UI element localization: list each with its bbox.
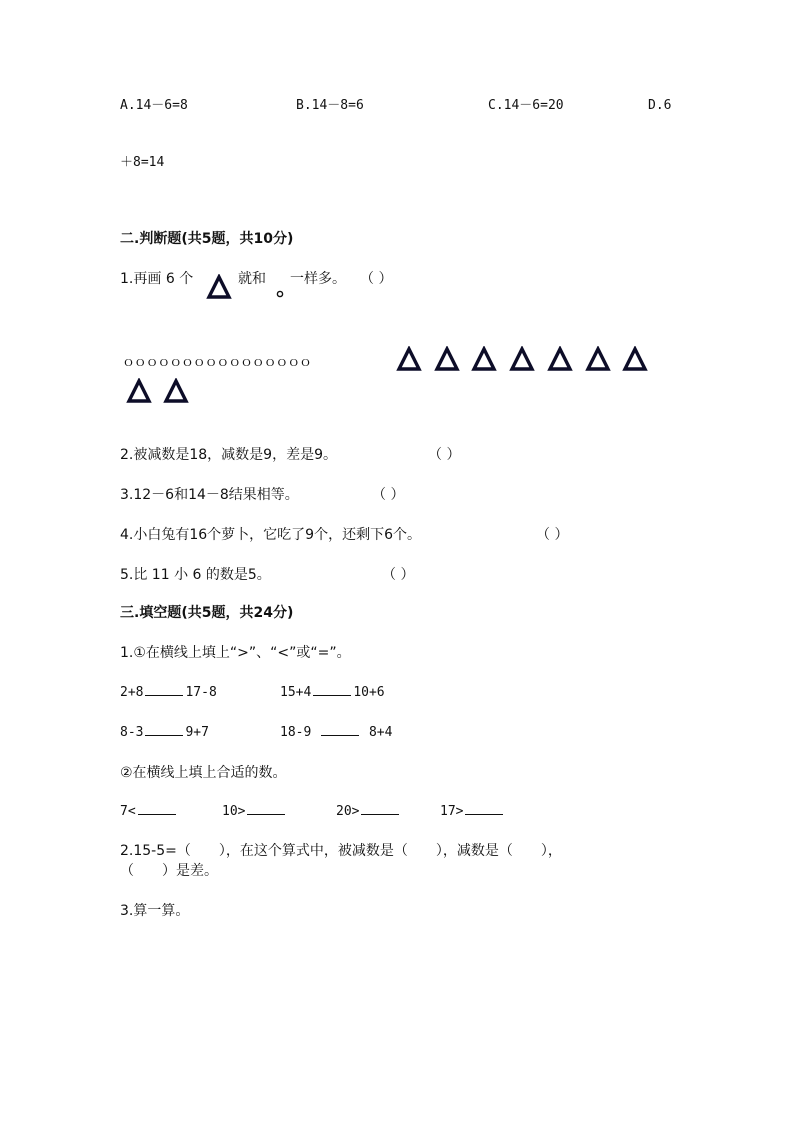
answer-blank[interactable] bbox=[145, 734, 183, 736]
judge-q1-count: 6 bbox=[165, 271, 175, 287]
judge-q1-measure: 个 bbox=[179, 271, 194, 287]
fill-item: 10> bbox=[222, 805, 287, 818]
triangle-icon bbox=[547, 346, 573, 372]
triangle-icon bbox=[163, 378, 189, 404]
judge-q2-text: 2.被减数是18，减数是9，差是9。 bbox=[120, 447, 337, 463]
triangle-icon bbox=[585, 346, 611, 372]
triangle-icon bbox=[471, 346, 497, 372]
answer-blank[interactable] bbox=[313, 694, 351, 696]
answer-blank[interactable] bbox=[321, 734, 359, 736]
triangle-icon bbox=[622, 346, 648, 372]
option-d-continuation: ＋8=14 bbox=[120, 155, 165, 170]
triangle-icon bbox=[434, 346, 460, 372]
judge-q1-paren: （ ） bbox=[360, 271, 393, 287]
section2-heading: 二.判断题(共5题，共10分) bbox=[120, 231, 294, 247]
fill-q2-line2: （ ）是差。 bbox=[120, 863, 218, 879]
compare-item: 18-9 8+4 bbox=[280, 725, 393, 740]
triangle-icon bbox=[396, 346, 422, 372]
judge-q4-text: 4.小白兔有16个萝卜，它吃了9个，还剩下6个。 bbox=[120, 527, 421, 543]
answer-blank[interactable] bbox=[465, 813, 503, 815]
triangle-icon bbox=[126, 378, 152, 404]
compare-item: 8-3 9+7 bbox=[120, 725, 209, 740]
judge-q1-end: 一样多。 bbox=[290, 271, 346, 287]
judge-q5-paren: （ ） bbox=[382, 567, 415, 583]
judge-q3-paren: （ ） bbox=[372, 487, 405, 503]
fill-item: 17> bbox=[440, 805, 505, 818]
answer-blank[interactable] bbox=[145, 694, 183, 696]
answer-blank[interactable] bbox=[138, 813, 176, 815]
circle-icon bbox=[276, 290, 284, 298]
option-b: B.14－8=6 bbox=[296, 98, 364, 113]
compare-item: 2+8 17-8 bbox=[120, 685, 217, 700]
fill-q1-instruction2: ②在横线上填上合适的数。 bbox=[120, 765, 287, 781]
fill-q2-line1: 2.15-5=（ ），在这个算式中，被减数是（ ），减数是（ ）， bbox=[120, 843, 562, 859]
fill-q3-text: 3.算一算。 bbox=[120, 903, 190, 919]
judge-q5-text: 5.比 11 小 6 的数是5。 bbox=[120, 567, 271, 583]
triangle-icon bbox=[206, 274, 232, 300]
triangle-icon bbox=[509, 346, 535, 372]
answer-blank[interactable] bbox=[361, 813, 399, 815]
answer-blank[interactable] bbox=[247, 813, 285, 815]
circle-row: ｏｏｏｏｏｏｏｏｏｏｏｏｏｏｏｏ bbox=[122, 355, 311, 370]
judge-q1-prefix bbox=[120, 272, 193, 286]
judge-q1-number: 1.再画 bbox=[120, 271, 162, 287]
fill-q1-instruction1: 1.①在横线上填上“>”、“<”或“=”。 bbox=[120, 645, 351, 661]
compare-item: 15+4 10+6 bbox=[280, 685, 385, 700]
option-c: C.14－6=20 bbox=[488, 98, 564, 113]
option-d: D.6 bbox=[648, 98, 672, 113]
option-a: A.14－6=8 bbox=[120, 98, 188, 113]
fill-item: 7< bbox=[120, 805, 178, 818]
judge-q3-text: 3.12－6和14－8结果相等。 bbox=[120, 487, 299, 503]
section3-heading: 三.填空题(共5题，共24分) bbox=[120, 605, 294, 621]
judge-q4-paren: （ ） bbox=[536, 527, 569, 543]
judge-q2-paren: （ ） bbox=[428, 447, 461, 463]
judge-q1-and: 就和 bbox=[238, 271, 266, 287]
fill-item: 20> bbox=[336, 805, 401, 818]
